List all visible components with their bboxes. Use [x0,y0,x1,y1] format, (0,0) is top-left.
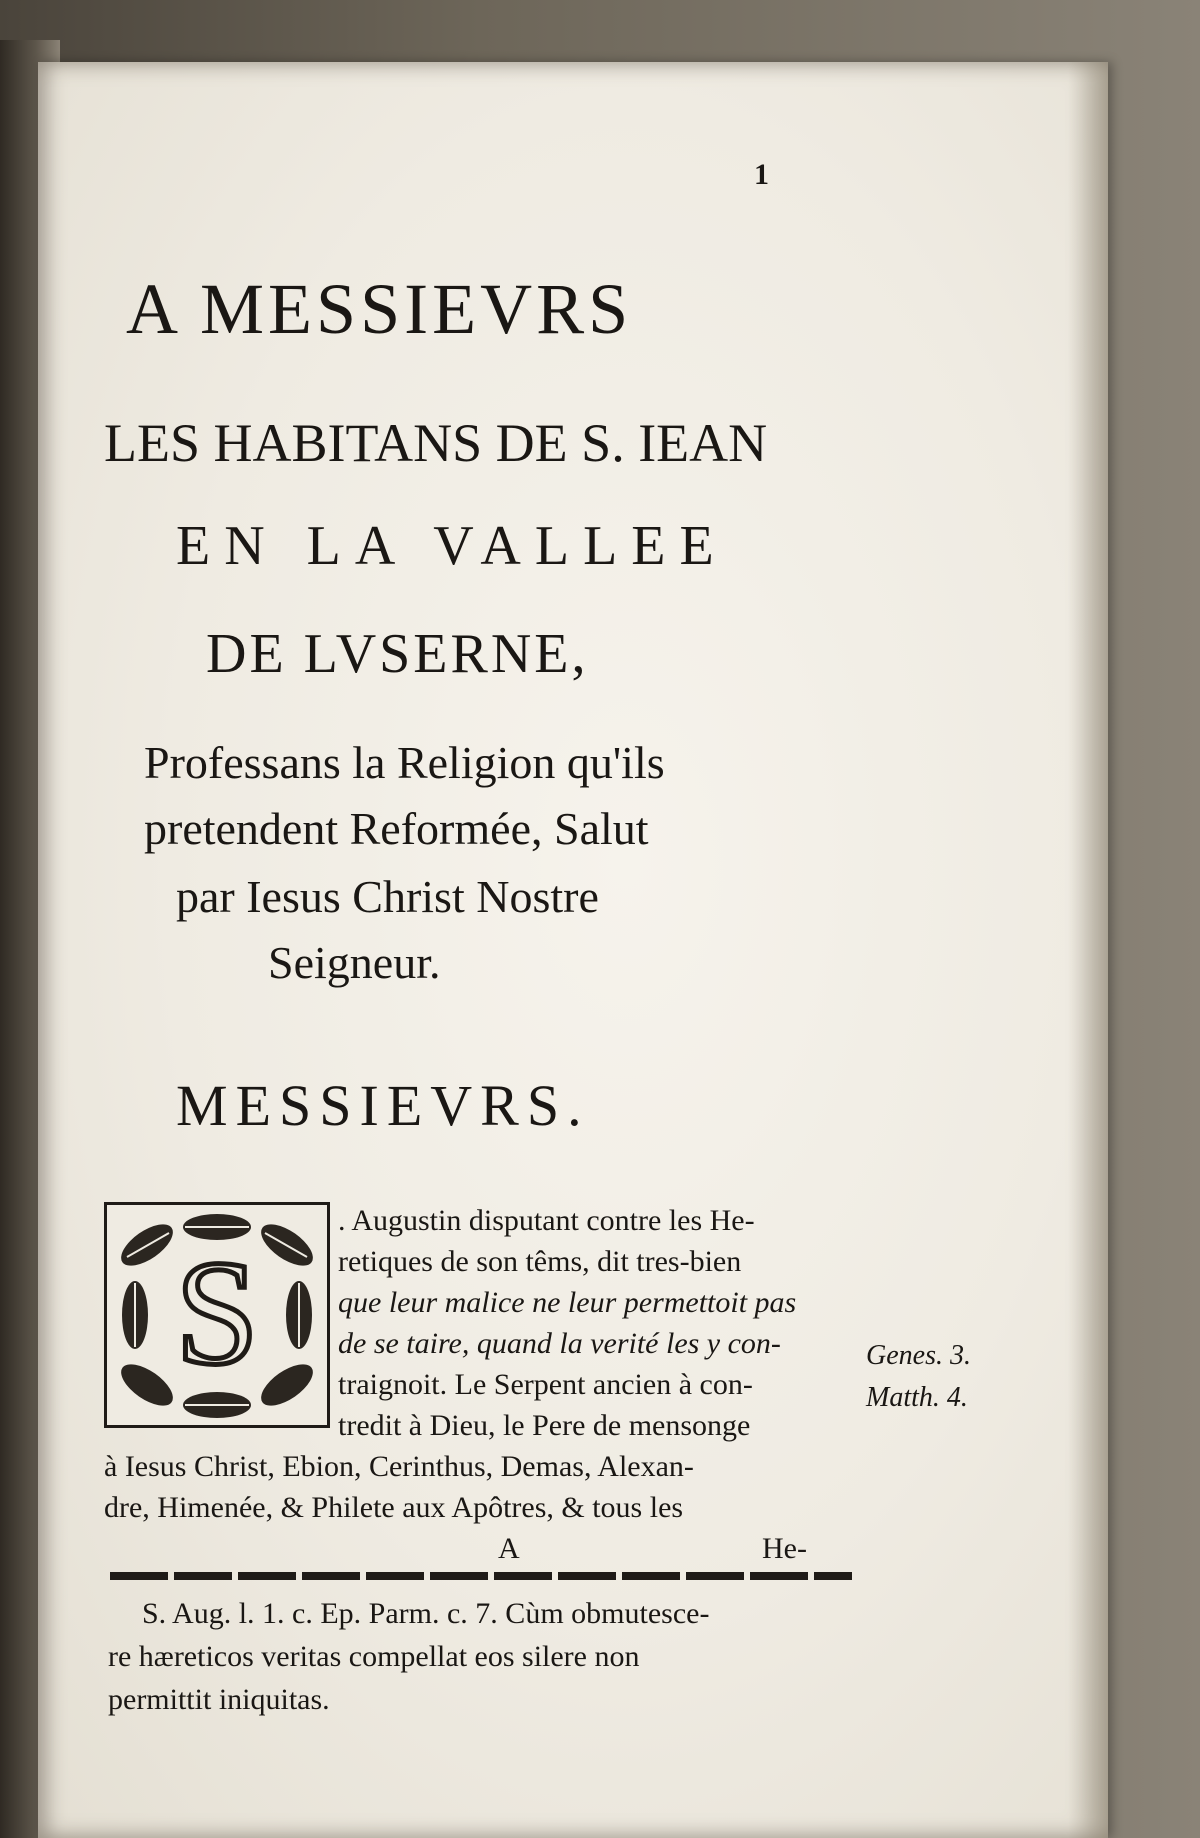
subtitle-line-1: Professans la Religion qu'ils [144,737,665,788]
footnote-divider [110,1572,852,1580]
body-line-6: tredit à Dieu, le Pere de mensonge [338,1409,751,1442]
body-line-8: dre, Himenée, & Philete aux Apôtres, & tous les [104,1491,684,1524]
heading-line-3: EN LA VALLEE [176,515,728,577]
initial-letter-glyph: S [175,1230,259,1396]
body-line-5: traignoit. Le Serpent ancien à con- [338,1368,753,1401]
page-edge-shadow [1068,62,1108,1838]
body-line-1: . Augustin disputant contre les He- [338,1204,755,1237]
heading-line-1: A MESSIEVRS [126,269,633,349]
footnote-line-1: S. Aug. l. 1. c. Ep. Parm. c. 7. Cùm obmutesce- [142,1597,710,1630]
margin-note-2: Matth. 4. [866,1382,968,1413]
heading-line-2: LES HABITANS DE S. IEAN [104,413,768,473]
catchword: He- [762,1532,807,1565]
margin-note-1: Genes. 3. [866,1340,971,1371]
footnote-line-3: permittit iniquitas. [108,1683,330,1716]
printed-page [38,62,1108,1838]
body-line-3: que leur malice ne leur permettoit pas [338,1286,797,1319]
body-line-4: de se taire, quand la verité les y con- [338,1327,781,1360]
body-line-2: retiques de son têms, dit tres-bien [338,1245,742,1278]
subtitle-line-3: par Iesus Christ Nostre [176,871,599,922]
footnote-line-2: re hæreticos veritas compellat eos silere non [108,1640,640,1673]
signature-mark: A [498,1532,520,1565]
heading-line-4: DE LVSERNE, [206,623,589,685]
page-number: 1 [754,158,769,191]
subtitle-line-2: pretendent Reformée, Salut [144,803,649,854]
salutation: MESSIEVRS. [176,1073,590,1138]
foliage-ornament-icon [107,1205,327,1425]
subtitle-line-4: Seigneur. [268,937,441,988]
decorated-initial-letter [104,1202,330,1428]
body-line-7: à Iesus Christ, Ebion, Cerinthus, Demas, Alexan- [104,1450,694,1483]
